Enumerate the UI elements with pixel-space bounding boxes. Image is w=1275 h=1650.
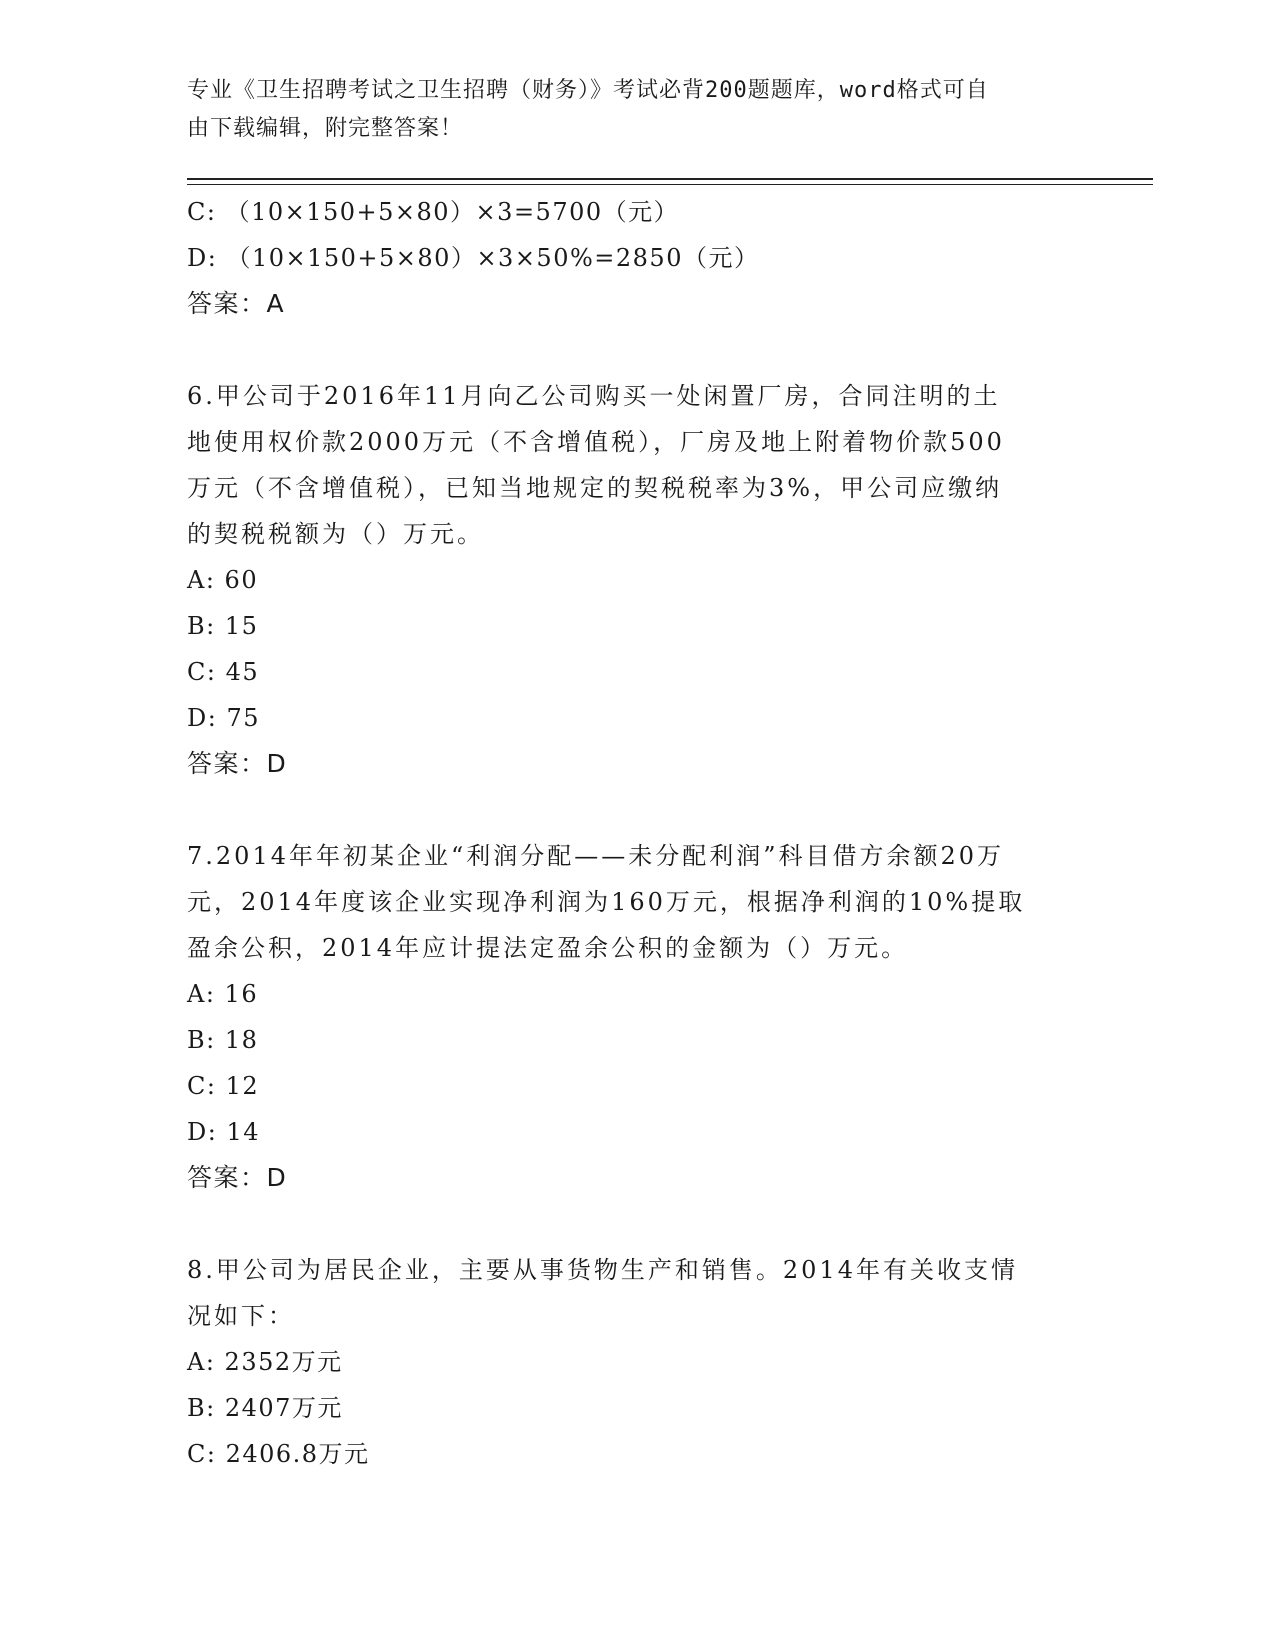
stem-line: 8.甲公司为居民企业，主要从事货物生产和销售。2014年有关收支情 — [187, 1256, 1018, 1284]
option-b: B: 2407万元 — [187, 1394, 343, 1422]
option-b: B: 15 — [187, 612, 259, 640]
answer-line: 答案：D — [187, 1163, 288, 1192]
option-c: C: 12 — [187, 1072, 260, 1100]
option-d: D: 14 — [187, 1118, 260, 1146]
option-d: D: （10×150+5×80）×3×50%=2850（元） — [187, 244, 760, 272]
stem-line: 元，2014年度该企业实现净利润为160万元，根据净利润的10%提取 — [187, 888, 1026, 916]
question-gap — [187, 327, 1087, 373]
question-gap — [187, 787, 1087, 833]
option-a: A: 2352万元 — [187, 1348, 343, 1376]
document-header — [187, 72, 1067, 148]
stem-line: 况如下： — [187, 1302, 295, 1330]
question-stem — [187, 833, 1087, 971]
previous-question-tail — [187, 189, 1087, 327]
stem-line: 6.甲公司于2016年11月向乙公司购买一处闲置厂房，合同注明的土 — [187, 382, 1001, 410]
question-7 — [187, 833, 1087, 1201]
question-8 — [187, 1247, 1087, 1477]
answer-line: 答案：D — [187, 749, 288, 778]
header-divider — [187, 178, 1153, 185]
question-stem — [187, 1247, 1087, 1339]
stem-line: 盈余公积，2014年应计提法定盈余公积的金额为（）万元。 — [187, 934, 909, 962]
option-d: D: 75 — [187, 704, 260, 732]
header-title-line-2: 由下载编辑，附完整答案！ — [187, 116, 464, 141]
option-a: A: 16 — [187, 980, 259, 1008]
option-c: C: （10×150+5×80）×3=5700（元） — [187, 198, 680, 226]
question-stem — [187, 373, 1087, 557]
stem-line: 万元（不含增值税），已知当地规定的契税税率为3%，甲公司应缴纳 — [187, 474, 1003, 502]
stem-line: 地使用权价款2000万元（不含增值税），厂房及地上附着物价款500 — [187, 428, 1005, 456]
answer-line: 答案：A — [187, 289, 286, 318]
question-6 — [187, 373, 1087, 787]
question-gap — [187, 1201, 1087, 1247]
option-a: A: 60 — [187, 566, 259, 594]
header-title-line-1: 专业《卫生招聘考试之卫生招聘（财务）》考试必背200题题库，word格式可自 — [187, 78, 989, 103]
document-body — [187, 189, 1087, 1477]
option-b: B: 18 — [187, 1026, 259, 1054]
option-c: C: 45 — [187, 658, 260, 686]
option-c: C: 2406.8万元 — [187, 1440, 370, 1468]
stem-line: 7.2014年年初某企业“利润分配——未分配利润”科目借方余额20万 — [187, 842, 1005, 870]
stem-line: 的契税税额为（）万元。 — [187, 520, 484, 548]
